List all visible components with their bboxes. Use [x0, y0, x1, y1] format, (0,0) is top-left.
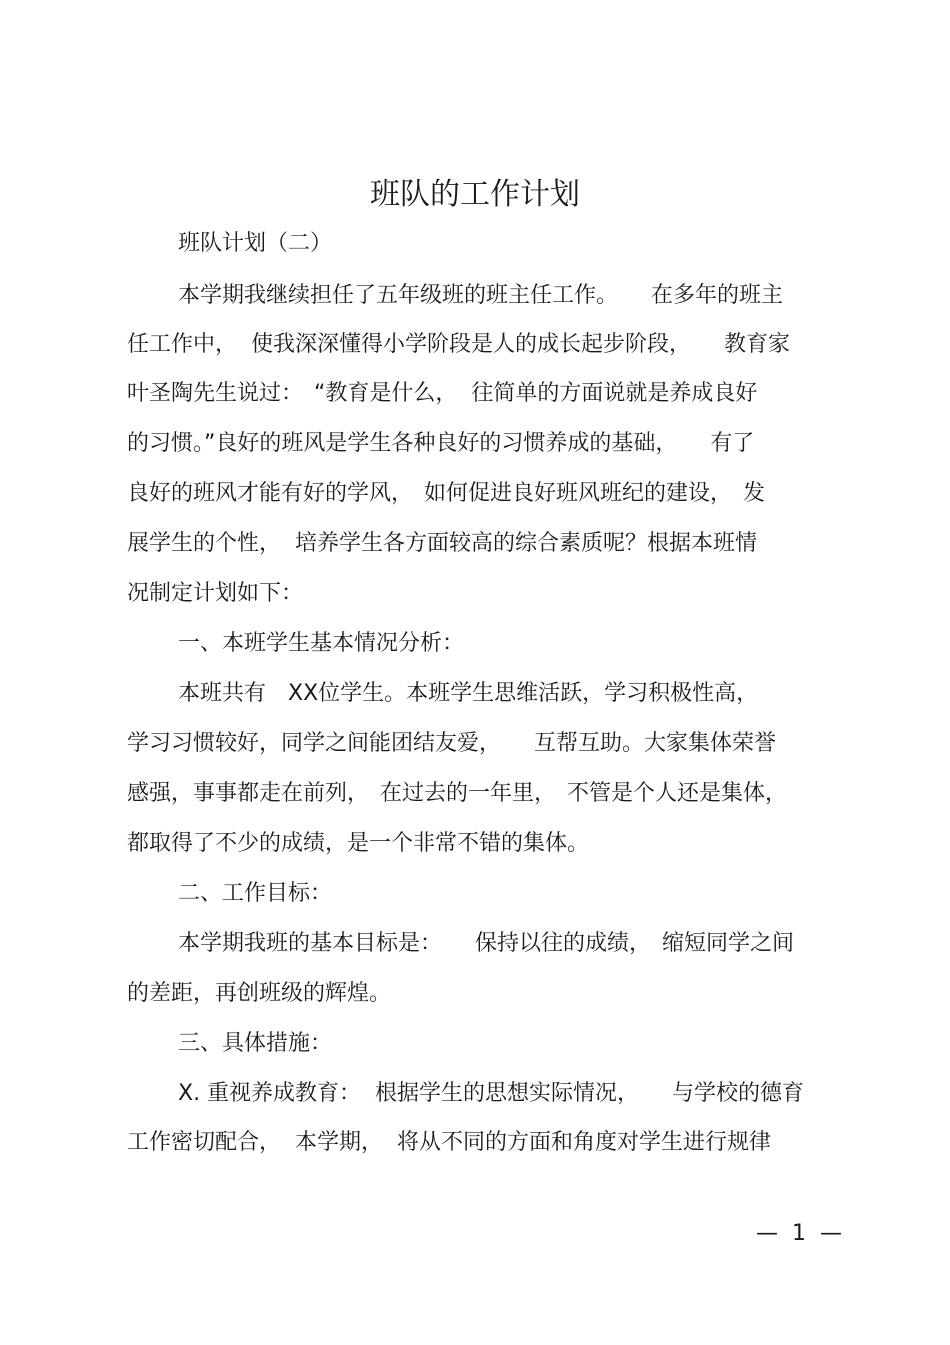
- paragraph-line: 况制定计划如下：: [127, 581, 304, 606]
- paragraph-line: 的习惯。”良好的班风是学生各种良好的习惯养成的基础， 有了: [127, 431, 755, 456]
- subtitle-line: 班队计划（二）: [178, 231, 333, 256]
- paragraph-line: 工作密切配合， 本学期， 将从不同的方面和角度对学生进行规律: [127, 1130, 771, 1155]
- paragraph-line: 任工作中， 使我深深懂得小学阶段是人的成长起步阶段， 教育家: [127, 332, 790, 357]
- paragraph-line: 良好的班风才能有好的学风， 如何促进良好班风班纪的建设， 发: [127, 481, 766, 506]
- paragraph-line: 感强，事事都走在前列， 在过去的一年里， 不管是个人还是集体，: [127, 781, 788, 806]
- paragraph-line: 都取得了不少的成绩，是一个非常不错的集体。: [127, 831, 590, 856]
- paragraph-line: 本学期我班的基本目标是： 保持以往的成绩， 缩短同学之间: [178, 931, 795, 956]
- paragraph-line: 的差距，再创班级的辉煌。: [127, 981, 392, 1006]
- paragraph-line: 学习习惯较好，同学之间能团结友爱， 互帮互助。大家集体荣誉: [127, 731, 777, 756]
- section-heading: 一、本班学生基本情况分析：: [178, 631, 465, 656]
- section-heading: 三、具体措施：: [178, 1031, 333, 1056]
- paragraph-line: 本班共有 XX位学生。本班学生思维活跃，学习积极性高，: [178, 681, 759, 706]
- paragraph-line: 叶圣陶先生说过： “教育是什么， 往简单的方面说就是养成良好: [127, 381, 758, 406]
- page-number: — 1 —: [756, 1221, 842, 1246]
- paragraph-line: 本学期我继续担任了五年级班的班主任工作。 在多年的班主: [178, 283, 784, 308]
- section-heading: 二、工作目标：: [178, 881, 333, 906]
- document-title: 班队的工作计划: [370, 177, 580, 212]
- paragraph-line: 展学生的个性， 培养学生各方面较高的综合素质呢？根据本班情: [127, 531, 757, 556]
- paragraph-line: X. 重视养成教育： 根据学生的思想实际情况， 与学校的德育: [178, 1081, 805, 1106]
